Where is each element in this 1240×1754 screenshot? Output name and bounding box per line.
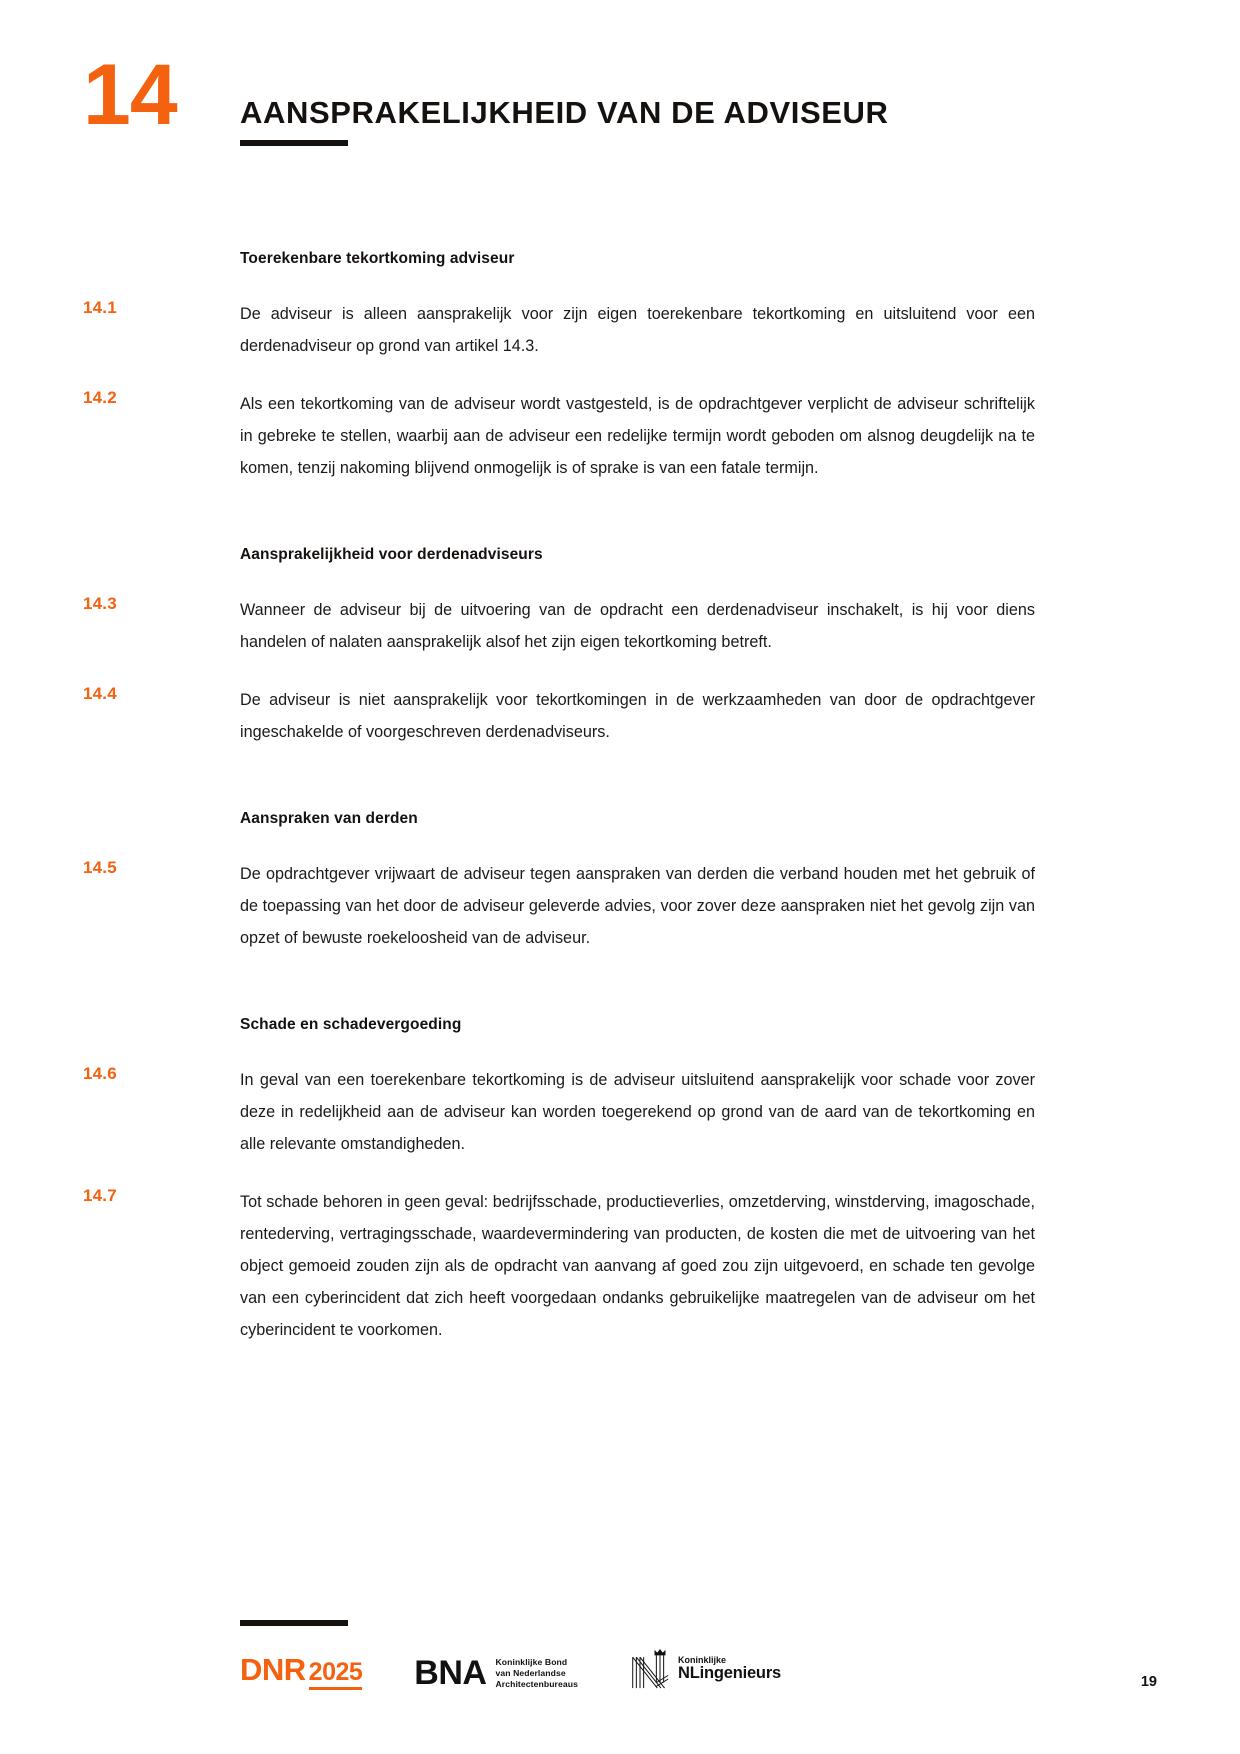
clause-text: De opdrachtgever vrijwaart de adviseur tegen aanspraken van derden die verband houden met het gebruik of de toepassing van het door de adviseur geleverde advies, voor zover deze aanspraken niet het gevolg zijn van opzet of bewuste roekeloosheid van de adviseur. (240, 865, 1035, 947)
nlingenieurs-prefix: Koninklijke (677, 1654, 726, 1665)
dnr-wordmark: DNR (240, 1652, 306, 1687)
clause-number: 14.1 (83, 298, 117, 317)
nlingenieurs-logo (630, 1648, 781, 1690)
nlingenieurs-name: NLingenieurs (677, 1664, 782, 1683)
bna-subtitle-line-1: Koninklijke Bond (495, 1656, 568, 1667)
chapter-header (0, 47, 1240, 172)
clause-14-1 (0, 298, 1240, 362)
clause-14-5 (0, 858, 1240, 954)
dnr-year: 2025 (309, 1660, 363, 1690)
clause-14-6 (0, 1064, 1240, 1160)
nlingenieurs-wordmark (678, 1656, 781, 1683)
clause-14-7 (0, 1186, 1240, 1346)
clause-number: 14.4 (83, 684, 117, 703)
clause-number: 14.3 (83, 594, 117, 613)
clause-number: 14.6 (83, 1064, 117, 1083)
bna-wordmark: BNA (414, 1654, 487, 1692)
footer-rule (240, 1620, 348, 1626)
clause-14-3 (0, 594, 1240, 658)
clause-text: In geval van een toerekenbare tekortkoming is de adviseur uitsluitend aansprakelijk voor schade voor zover deze in redelijkheid aan de adviseur kan worden toegerekend op grond van de aard van de tekortkoming en alle relevante omstandigheden. (240, 1071, 1035, 1153)
page-number: 19 (1140, 1674, 1157, 1690)
nlingenieurs-crown-monogram-icon (630, 1648, 670, 1690)
chapter-number: 14 (83, 47, 177, 143)
clause-text: De adviseur is niet aansprakelijk voor tekortkomingen in de werkzaamheden van door de opdrachtgever ingeschakelde of voorgeschreven derdenadviseurs. (240, 691, 1035, 741)
section-heading-toerekenbare-tekortkoming-adviseur: Toerekenbare tekortkoming adviseur (240, 250, 515, 267)
clause-14-4 (0, 684, 1240, 748)
page-title: AANSPRAKELIJKHEID VAN DE ADVISEUR (240, 94, 889, 130)
clause-text: De adviseur is alleen aansprakelijk voor zijn eigen toerekenbare tekortkoming en uitsluitend voor een derdenadviseur op grond van artikel 14.3. (240, 305, 1035, 355)
footer-logo-group (240, 1648, 781, 1690)
document-body (0, 250, 1240, 1346)
page-footer (0, 1606, 1240, 1696)
clause-number: 14.7 (83, 1186, 117, 1205)
title-underline-rule (240, 140, 348, 146)
bna-subtitle-line-3: Architectenbureaus (495, 1678, 578, 1689)
section-heading-aansprakelijkheid-voor-derdenadviseurs: Aansprakelijkheid voor derdenadviseurs (240, 546, 543, 563)
clause-text: Tot schade behoren in geen geval: bedrijfsschade, productieverlies, omzetderving, winstderving, imagoschade, rentederving, vertragingsschade, waardevermindering van producten, de kosten die met de uitvoering van het object gemoeid zouden zijn als de opdracht van aanvang af goed zou zijn uitgevoerd, en schade ten gevolge van een cyberincident dat zich heeft voorgedaan ondanks gebruikelijke maatregelen van de adviseur om het cyberincident te voorkomen. (240, 1193, 1035, 1339)
clause-14-2 (0, 388, 1240, 484)
clause-number: 14.5 (83, 858, 117, 877)
bna-subtitle-line-2: van Nederlandse (495, 1667, 566, 1678)
section-heading-aanspraken-van-derden: Aanspraken van derden (240, 810, 418, 827)
section-heading-schade-en-schadevergoeding: Schade en schadevergoeding (240, 1016, 462, 1033)
bna-logo (414, 1656, 578, 1690)
clause-text: Wanneer de adviseur bij de uitvoering van de opdracht een derdenadviseur inschakelt, is hij voor diens handelen of nalaten aansprakelijk alsof het zijn eigen tekortkoming betreft. (240, 601, 1035, 651)
clause-number: 14.2 (83, 388, 117, 407)
dnr-logo (240, 1654, 362, 1690)
clause-text: Als een tekortkoming van de adviseur wordt vastgesteld, is de opdrachtgever verplicht de adviseur schriftelijk in gebreke te stellen, waarbij aan de adviseur een redelijke termijn wordt geboden om alsnog deugdelijk na te komen, tenzij nakoming blijvend onmogelijk is of sprake is van een fatale termijn. (240, 395, 1035, 477)
bna-subtitle (495, 1657, 578, 1690)
